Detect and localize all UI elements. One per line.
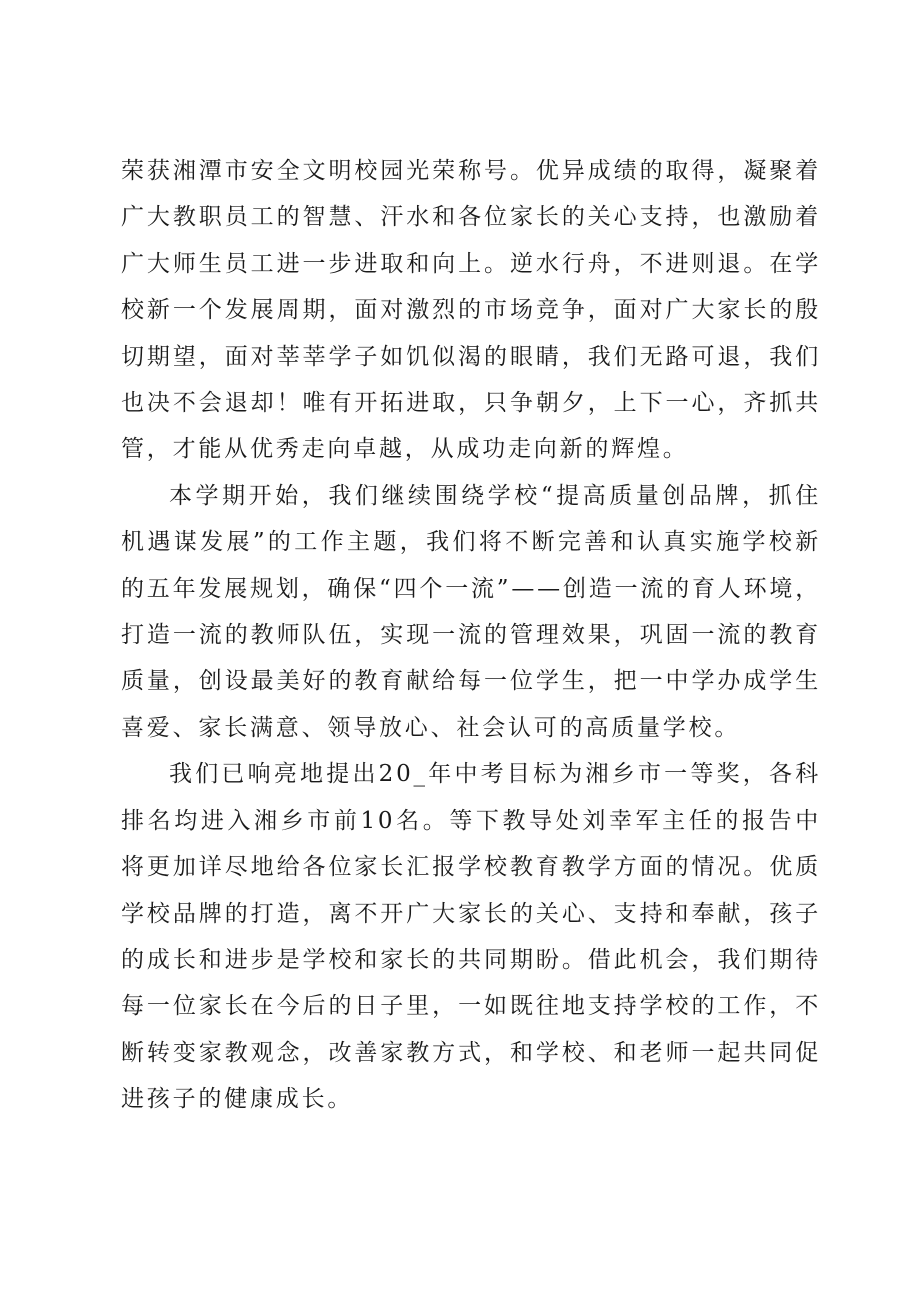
paragraph-1: 荣获湘潭市安全文明校园光荣称号。优异成绩的取得，凝聚着广大教职员工的智慧、汗水和各位家长的关心支持，也激励着广大师生员工进一步进取和向上。逆水行舟，不进则退。在学校新一个发展周期，面对激烈的市场竞争，面对广大家长的殷切期望，面对莘莘学子如饥似渴的眼睛，我们无路可退，我们也决不会退却！唯有开拓进取，只争朝夕，上下一心，齐抓共管，才能从优秀走向卓越，从成功走向新的辉煌。 <box>121 158 821 463</box>
paragraph-3: 我们已响亮地提出20_年中考目标为湘乡市一等奖，各科排名均进入湘乡市前10名。等下教导处刘幸军主任的报告中将更加详尽地给各位家长汇报学校教育教学方面的情况。优质学校品牌的打造，离不开广大家长的关心、支持和奉献，孩子的成长和进步是学校和家长的共同期盼。借此机会，我们期待每一位家长在今后的日子里，一如既往地支持学校的工作，不断转变家教观念，改善家教方式，和学校、和老师一起共同促进孩子的健康成长。 <box>121 761 821 1113</box>
paragraph-2: 本学期开始，我们继续围绕学校“提高质量创品牌，抓住机遇谋发展”的工作主题，我们将不断完善和认真实施学校新的五年发展规划，确保“四个一流”——创造一流的育人环境，打造一流的教师队伍，实现一流的管理效果，巩固一流的教育质量，创设最美好的教育献给每一位学生，把一中学办成学生喜爱、家长满意、领导放心、社会认可的高质量学校。 <box>121 482 821 741</box>
document-body <box>121 148 821 1123</box>
